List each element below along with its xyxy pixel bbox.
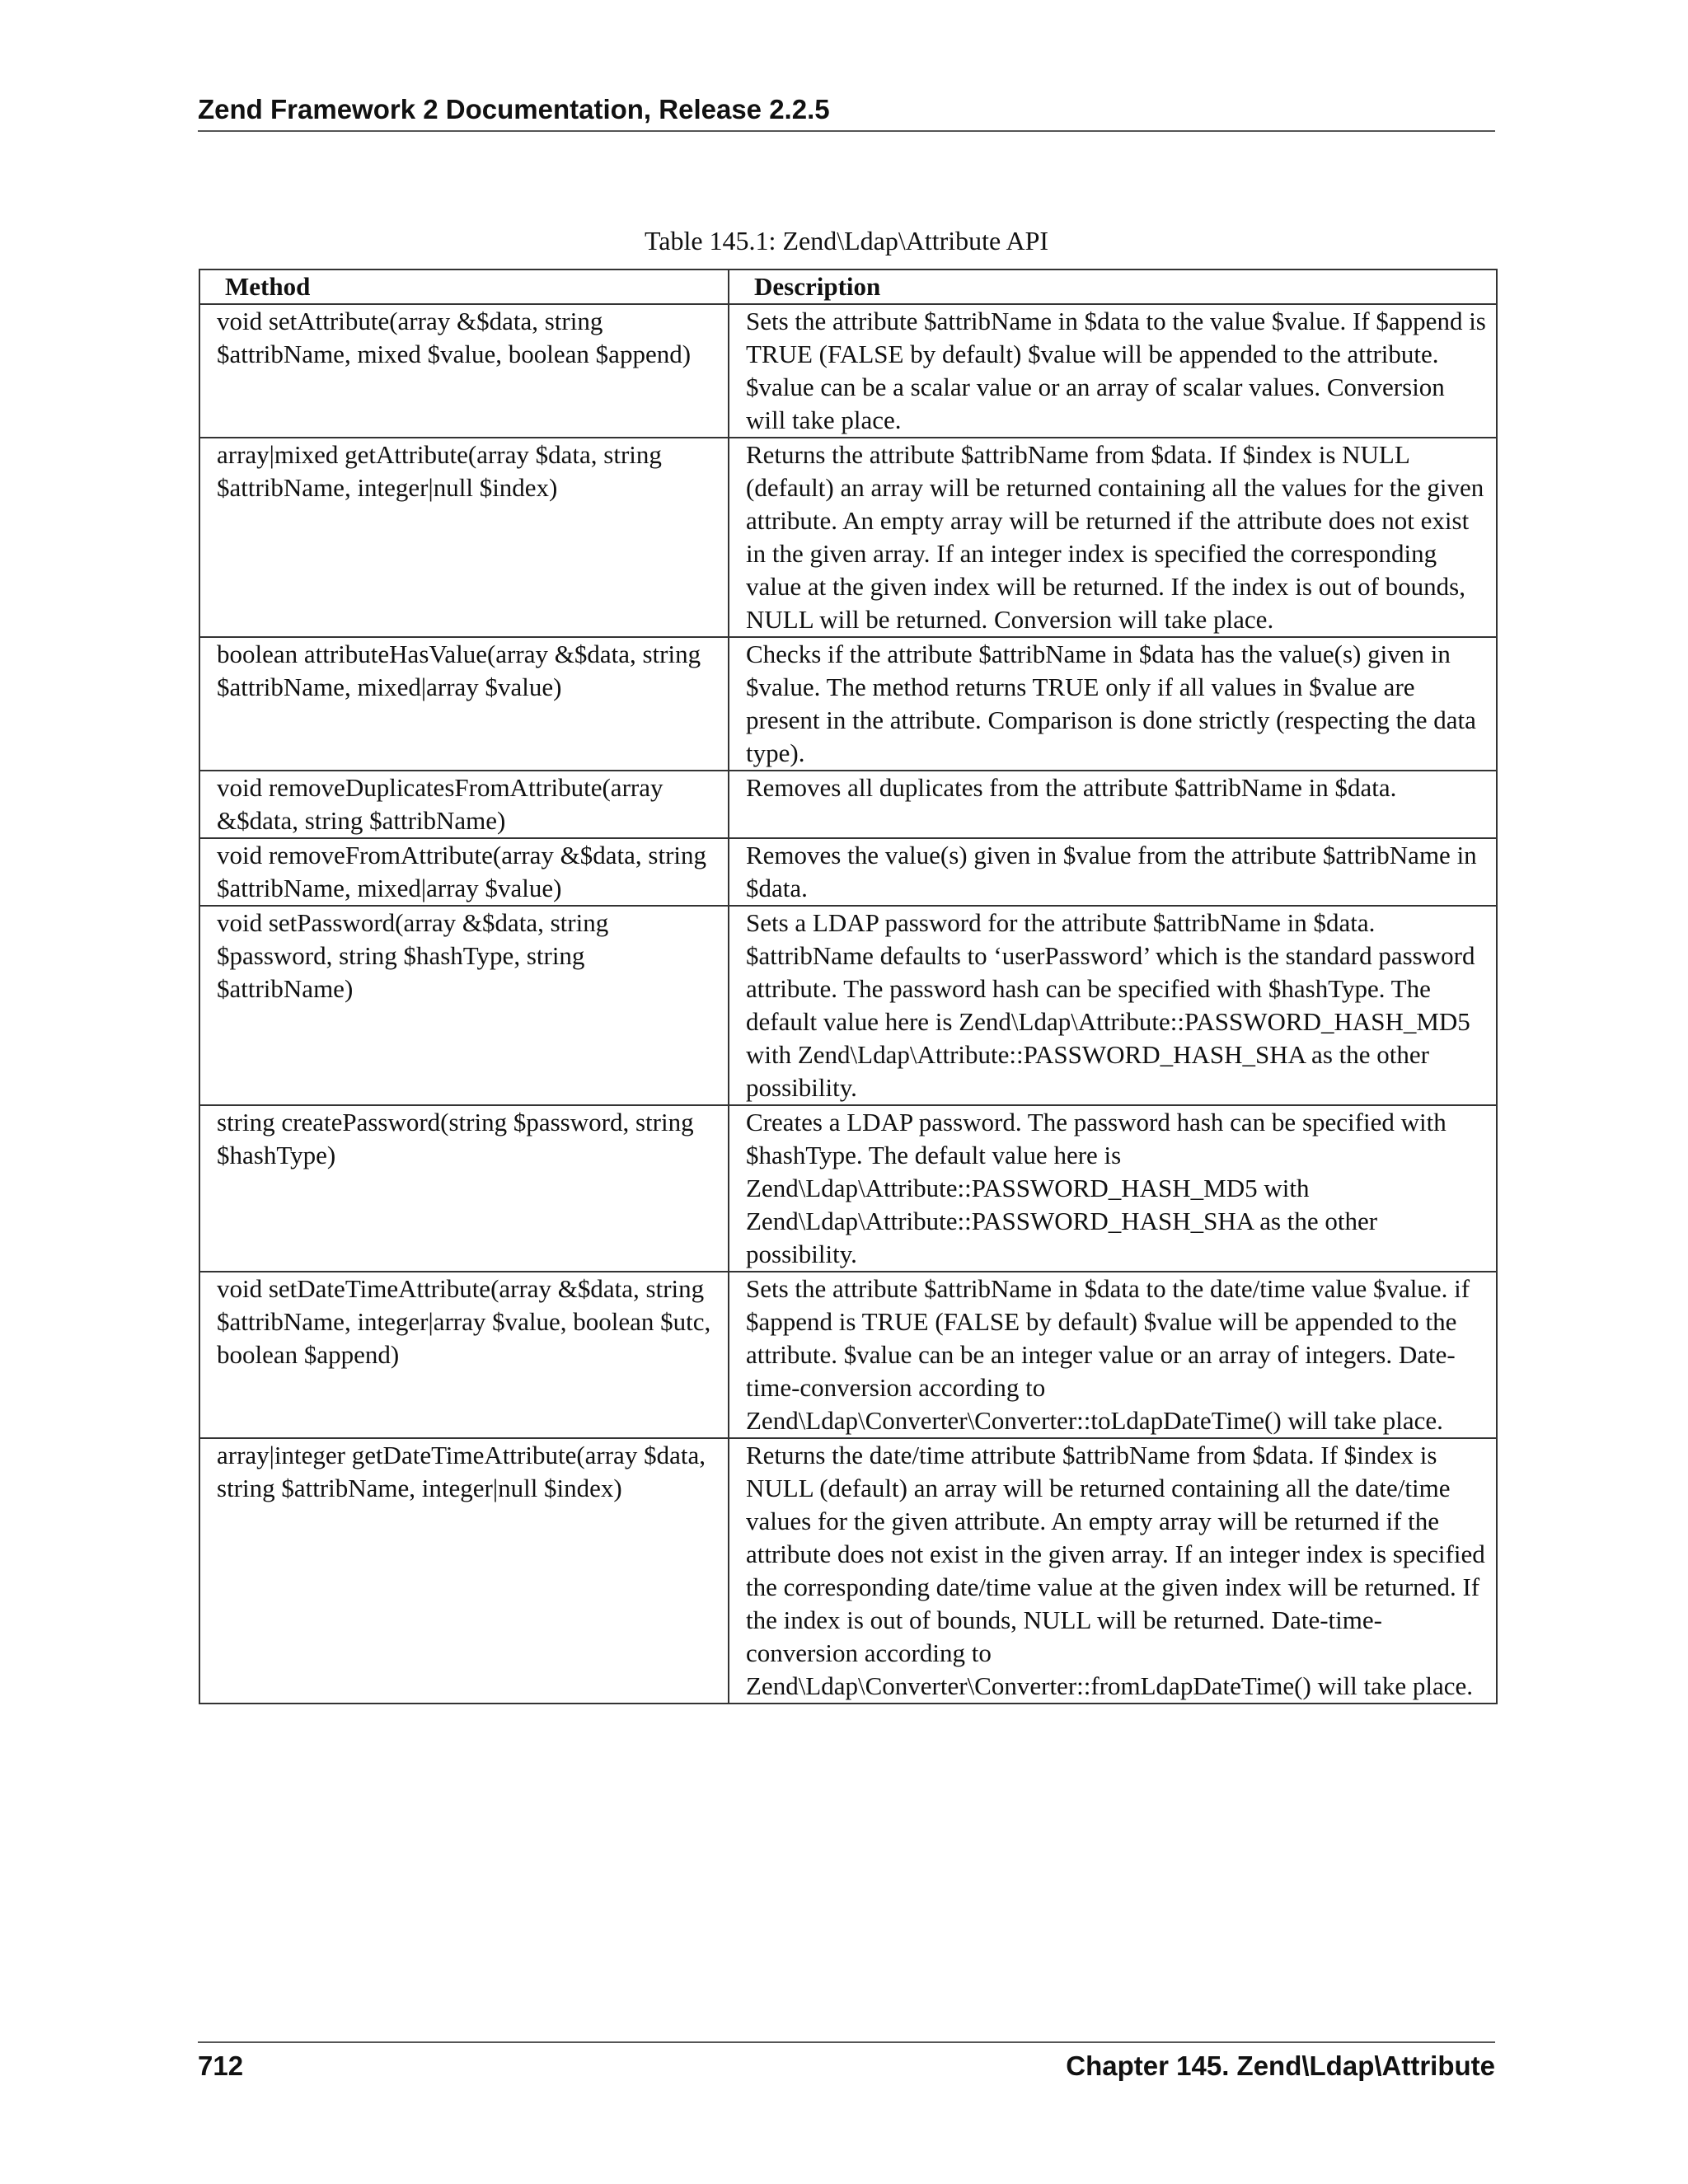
description-cell: Removes the value(s) given in $value from the attribute $attribName in $data. <box>729 838 1497 906</box>
table-row <box>199 906 1497 1105</box>
method-cell: void setPassword(array &$data, string $password, string $hashType, string $attribName) <box>199 906 729 1105</box>
document-title: Zend Framework 2 Documentation, Release 2.2.5 <box>198 94 830 124</box>
column-header-description: Description <box>729 269 1497 304</box>
page-footer <box>198 2041 1495 2089</box>
description-cell: Returns the date/time attribute $attribName from $data. If $index is NULL (default) an array will be returned containing all the date/time values for the given attribute. An empty array will be returned if the attribute does not exist in the given array. If an integer index is specified the corresponding date/time value at the given index will be returned. If the index is out of bounds, NULL will be returned. Date-time-conversion according to Zend\Ldap\Converter\Converter::fromLdapDateTime() will take place. <box>729 1438 1497 1704</box>
table-row <box>199 304 1497 438</box>
description-cell: Checks if the attribute $attribName in $data has the value(s) given in $value. The method returns TRUE only if all values in $value are present in the attribute. Comparison is done strictly (respecting the data type). <box>729 637 1497 771</box>
description-cell: Sets a LDAP password for the attribute $attribName in $data. $attribName defaults to ‘userPassword’ which is the standard password attribute. The password hash can be specified with $hashType. The default value here is Zend\Ldap\Attribute::PASSWORD_HASH_MD5 with Zend\Ldap\Attribute::PASSWORD_HASH_SHA as the other possibility. <box>729 906 1497 1105</box>
method-cell: void removeDuplicatesFromAttribute(array &$data, string $attribName) <box>199 771 729 838</box>
table-row <box>199 1105 1497 1272</box>
table-row <box>199 838 1497 906</box>
description-cell: Removes all duplicates from the attribute $attribName in $data. <box>729 771 1497 838</box>
chapter-title: Chapter 145. Zend\Ldap\Attribute <box>1066 2050 1495 2081</box>
column-header-method: Method <box>199 269 729 304</box>
table-row <box>199 1272 1497 1438</box>
method-cell: void setAttribute(array &$data, string $attribName, mixed $value, boolean $append) <box>199 304 729 438</box>
table-row <box>199 771 1497 838</box>
table-row <box>199 637 1497 771</box>
method-cell: string createPassword(string $password, string $hashType) <box>199 1105 729 1272</box>
description-cell: Returns the attribute $attribName from $data. If $index is NULL (default) an array will be returned containing all the values for the given attribute. An empty array will be returned if the attribute does not exist in the given array. If an integer index is specified the corresponding value at the given index will be returned. If the index is out of bounds, NULL will be returned. Conversion will take place. <box>729 438 1497 637</box>
description-cell: Creates a LDAP password. The password hash can be specified with $hashType. The default value here is Zend\Ldap\Attribute::PASSWORD_HASH_MD5 with Zend\Ldap\Attribute::PASSWORD_HASH_SHA as the other possibility. <box>729 1105 1497 1272</box>
method-cell: void removeFromAttribute(array &$data, string $attribName, mixed|array $value) <box>199 838 729 906</box>
page-number: 712 <box>198 2050 244 2081</box>
method-cell: array|mixed getAttribute(array $data, string $attribName, integer|null $index) <box>199 438 729 637</box>
method-cell: void setDateTimeAttribute(array &$data, string $attribName, integer|array $value, boolean $utc, boolean $append) <box>199 1272 729 1438</box>
table-row <box>199 1438 1497 1704</box>
table-caption: Table 145.1: Zend\Ldap\Attribute API <box>644 226 1049 255</box>
table-header-row <box>199 269 1497 304</box>
api-table <box>199 269 1498 1704</box>
method-cell: boolean attributeHasValue(array &$data, string $attribName, mixed|array $value) <box>199 637 729 771</box>
table-row <box>199 438 1497 637</box>
page-header <box>198 89 1495 132</box>
method-cell: array|integer getDateTimeAttribute(array $data, string $attribName, integer|null $index) <box>199 1438 729 1704</box>
description-cell: Sets the attribute $attribName in $data to the value $value. If $append is TRUE (FALSE by default) $value will be appended to the attribute. $value can be a scalar value or an array of scalar values. Conversion will take place. <box>729 304 1497 438</box>
description-cell: Sets the attribute $attribName in $data to the date/time value $value. if $append is TRUE (FALSE by default) $value will be appended to the attribute. $value can be an integer value or an array of integers. Date-time-conversion according to Zend\Ldap\Converter\Converter::toLdapDateTime() will take place. <box>729 1272 1497 1438</box>
